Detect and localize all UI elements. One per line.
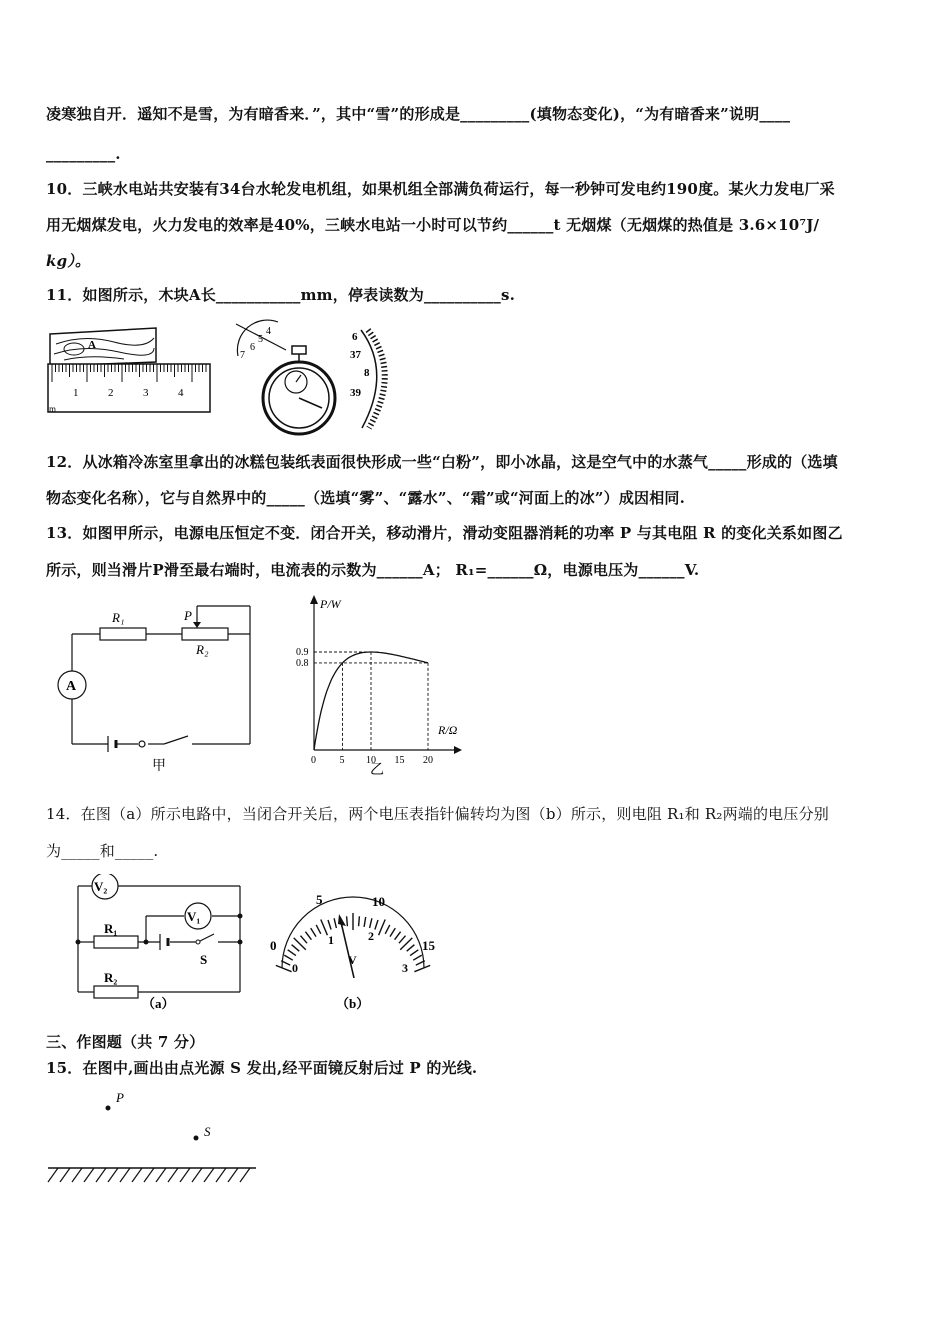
q13-line-1: 13．如图甲所示，电源电压恒定不变．闭合开关，移动滑片，滑动变阻器消耗的功率 P 与其电阻 R 的变化关系如图乙 [46,524,843,542]
block-label: A [88,339,96,351]
mirror-figure [44,1086,260,1186]
hatch-line [192,1168,202,1182]
dial-tick [301,936,308,944]
hatch-line [108,1168,118,1182]
stopwatch-figure [226,316,396,440]
hatch-line [216,1168,226,1182]
q14-line-1: 14．在图（a）所示电路中，当闭合开关后，两个电压表指针偏转均为图（b）所示，则电阻 R₁和 R₂两端的电压分别 [46,805,829,823]
r1-label-a: R₁ [104,921,118,936]
meter-unit: V [348,953,357,967]
v1-label: V₁ [187,909,201,924]
v2-label: V₂ [94,879,108,894]
x-axis-label: R/Ω [438,723,458,737]
q14-line-2: 为_____和_____. [46,842,159,860]
large-scale-37: 37 [350,349,361,361]
hatch-line [240,1168,250,1182]
power-curve [314,652,428,750]
outer-5: 5 [316,892,323,907]
dial-tick [379,920,386,936]
meter-needle [341,922,354,978]
switch-contact [139,741,145,747]
x-tick-20: 20 [423,755,433,766]
q10-line-3: kg）。 [46,252,91,270]
caption-a: （a） [142,996,175,1011]
guide-lines [314,652,428,750]
dial-tick [292,945,300,952]
ruler-figure [44,324,214,416]
hatch-line [228,1168,238,1182]
dial-tick [328,920,331,930]
ruler-tick-2: 2 [108,387,114,399]
hatch-line [144,1168,154,1182]
point-s [194,1136,199,1141]
x-tick-5: 5 [339,755,345,766]
circuit-jia [52,598,258,776]
outer-15: 15 [422,938,435,953]
hatch-line [72,1168,82,1182]
voltmeter-dial-b [266,886,444,1016]
chart-yi [296,590,476,780]
point-s-label: S [204,1124,211,1139]
ruler-tick-4: 4 [178,387,184,399]
hatch-line [204,1168,214,1182]
outer-0: 0 [270,938,277,953]
caption-jia: 甲 [152,759,166,774]
q15-text: 15．在图中,画出由点光源 S 发出,经平面镜反射后过 P 的光线. [46,1059,478,1077]
mirror-hatching [48,1168,250,1182]
wood-block [50,328,156,366]
dial-tick [413,955,422,960]
dial-tick [311,928,316,937]
inner-0: 0 [292,961,298,975]
q10-line-2: 用无烟煤发电，火力发电的效率是40%，三峡水电站一小时可以节约______t 无烟煤（无烟煤的热值是 3.6×10⁷J/ [46,216,820,234]
small-dial-5: 5 [258,334,263,345]
ruler-unit: m [49,404,57,414]
dial-tick [407,945,415,952]
dial-tick [364,917,366,927]
dial-tick [334,918,336,928]
dial-tick [347,916,348,926]
q11-text: 11．如图所示，木块A长___________mm，停表读数为__________s. [46,286,516,304]
r2-resistor-a [94,986,138,998]
dial-tick [321,920,328,936]
dial-tick [390,928,395,937]
dial-tick [370,918,372,928]
outer-10: 10 [372,894,385,909]
x-tick-0: 0 [311,755,316,766]
hatch-line [60,1168,70,1182]
small-dial-7: 7 [240,350,245,361]
dial-tick [276,965,292,971]
r2-rheostat [182,628,228,640]
large-scale-8: 8 [364,367,370,379]
ruler-tick-3: 3 [143,387,149,399]
y-axis-label: P/W [320,597,341,611]
small-dial-4: 4 [266,326,271,337]
q10-line-1: 10．三峡水电站共安装有34台水轮发电机组，如果机组全部满负荷运行，每一秒钟可发电约190度。某火力发电厂采 [46,180,835,198]
q13-line-2: 所示，则当滑片P滑至最右端时，电流表的示数为______A； R₁=______Ω，电源电压为______V. [46,561,700,579]
x-tick-10: 10 [366,755,376,766]
dial-tick [316,925,321,934]
hatch-line [180,1168,190,1182]
caption-yi: 乙 [370,763,384,778]
dial-tick [385,925,390,934]
dial-tick [284,955,293,960]
q12-line-2: 物态变化名称），它与自然界中的_____（选填“雾”、“露水”、“霜”或“河面上的冰”）成因相同. [46,489,686,507]
q12-line-1: 12．从冰箱冷冻室里拿出的冰糕包装纸表面很快形成一些“白粉”，即小冰晶，这是空气中的水蒸气_____形成的（选填 [46,453,838,471]
hatch-line [132,1168,142,1182]
r2-label-a: R₂ [104,970,118,985]
hatch-line [120,1168,130,1182]
x-tick-15: 15 [394,755,405,766]
dial-tick [395,932,401,940]
small-dial-6: 6 [250,342,255,353]
caption-b: （b） [336,996,370,1011]
section-3-heading: 三、作图题（共 7 分） [46,1033,205,1051]
stopwatch-crown [292,346,306,354]
circuit-a [70,874,250,1016]
dial-tick [288,950,296,956]
hatch-line [156,1168,166,1182]
dial-tick [410,950,418,956]
inner-1: 1 [328,933,334,947]
large-scale-39: 39 [350,387,361,399]
dial-tick [399,936,406,944]
hatch-line [168,1168,178,1182]
r1-resistor-a [94,936,138,948]
q9-line-1: 凌寒独自开．遥知不是雪，为有暗香来．”，其中“雪”的形成是_________(填物态变化)，“为有暗香来”说明____ [46,105,791,123]
dial-tick [359,916,360,926]
y-tick-0-9: 0.9 [296,647,309,658]
dial-tick [375,920,378,930]
dial-tick [305,932,311,940]
switch-label-a: S [200,952,208,967]
q9-line-2: _________. [46,145,121,163]
inner-3: 3 [402,961,408,975]
point-p-label: P [116,1090,124,1105]
r2-label: R₂ [196,642,209,657]
y-tick-0-8: 0.8 [296,657,309,669]
slider-label: P [184,608,192,623]
hatch-line [48,1168,58,1182]
hatch-line [84,1168,94,1182]
dial-tick [414,965,430,971]
ruler-tick-1: 1 [73,387,79,399]
large-scale-6: 6 [352,331,358,343]
ammeter-label: A [66,679,77,694]
r1-resistor [100,628,146,640]
hatch-line [96,1168,106,1182]
inner-2: 2 [368,929,374,943]
point-p [106,1106,111,1111]
r1-label: R₁ [112,610,125,625]
